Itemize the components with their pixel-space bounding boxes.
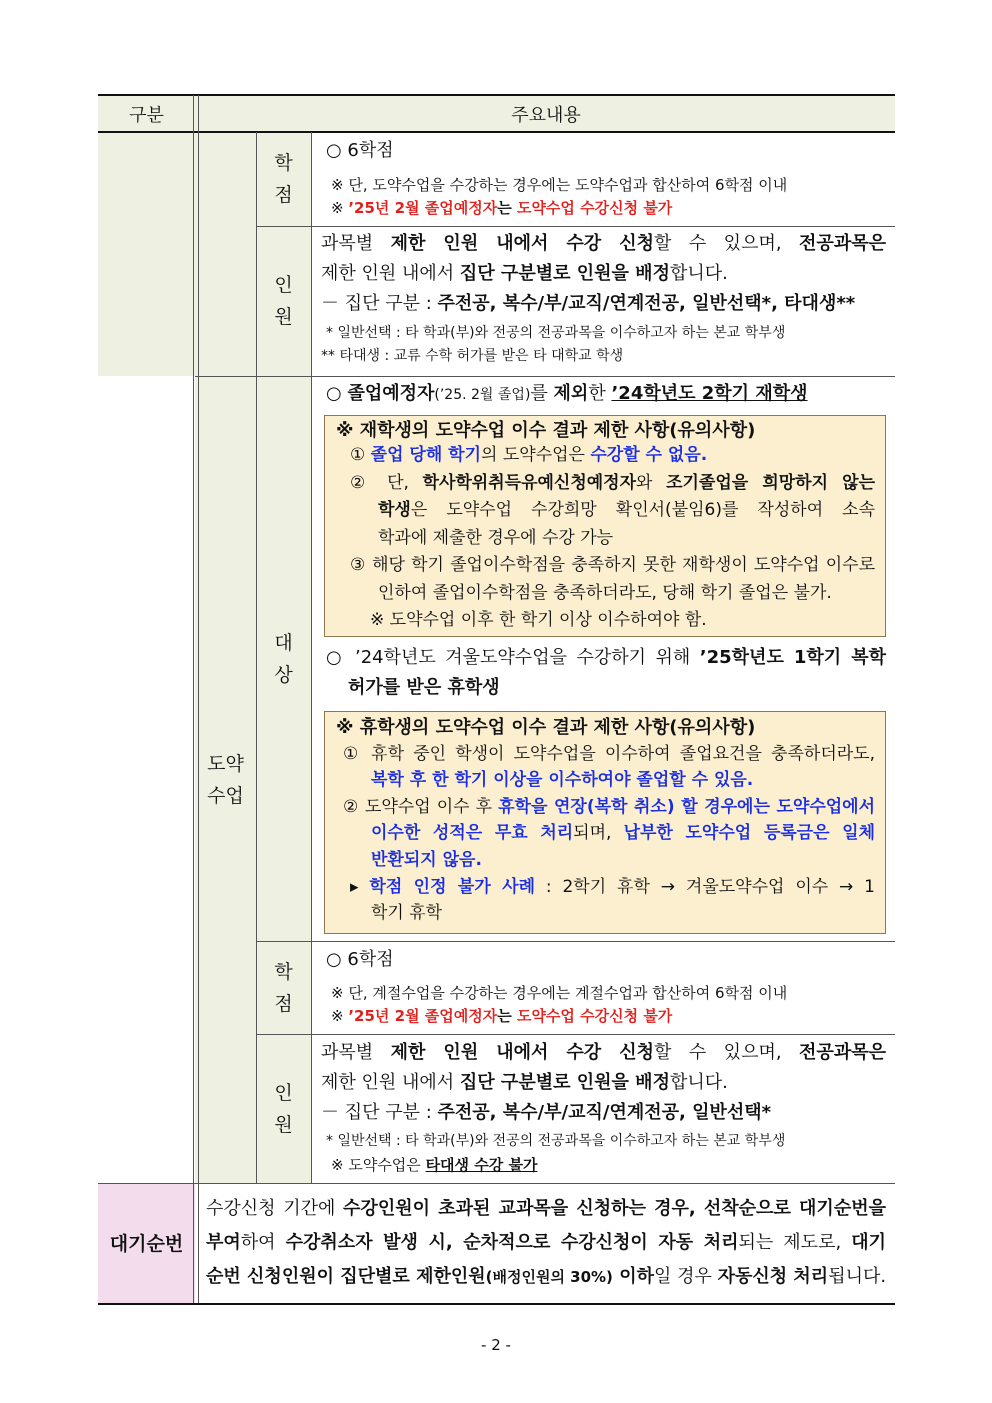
quota-footnote: * 일반선택 : 타 학과(부)와 전공의 전공과목을 이수하고자 하는 본교 학부생 bbox=[326, 1133, 786, 1149]
page-number: - 2 - bbox=[481, 1336, 511, 1354]
enrolled-notice-item-cont: 인하여 졸업이수학점을 충족하더라도, 당해 학기 졸업은 불가. bbox=[378, 583, 832, 603]
credit-label-char: 학 bbox=[274, 960, 293, 983]
enrolled-notice-item: ③ 해당 학기 졸업이수학점을 충족하지 못한 재학생이 도약수업 이수로 bbox=[350, 555, 875, 575]
leave-notice-item-cont: 복학 후 한 학기 이상을 이수하여야 졸업할 수 있음. bbox=[371, 770, 754, 790]
credit-label bbox=[256, 132, 311, 226]
jump-course-label-line: 도약 bbox=[207, 752, 244, 775]
quota-restriction: ※ 도약수업은 타대생 수강 불가 bbox=[331, 1156, 538, 1174]
quota-line: 제한 인원 내에서 집단 구분별로 인원을 배정합니다. bbox=[321, 263, 728, 284]
header-bottom-border bbox=[98, 131, 895, 133]
table-bottom-border bbox=[98, 1303, 895, 1305]
leave-notice-example: ▸ 학점 인정 불가 사례 : 2학기 휴학 → 겨울도약수업 이수 → 1 bbox=[350, 877, 875, 897]
enrolled-notice-item: ① 졸업 당해 학기의 도약수업은 수강할 수 없음. bbox=[350, 445, 708, 465]
quota-label bbox=[256, 226, 311, 376]
credit-line: ○ 6학점 bbox=[326, 140, 394, 161]
table-top-border bbox=[98, 94, 895, 96]
row-divider bbox=[311, 226, 895, 227]
quota-line: 과목별 제한 인원 내에서 수강 신청할 수 있으며, 전공과목은 bbox=[321, 1042, 886, 1063]
quota-footnote: ** 타대생 : 교류 수학 허가를 받은 타 대학교 학생 bbox=[321, 348, 624, 364]
leave-notice-item-cont: 반환되지 않음. bbox=[371, 850, 482, 870]
quota-groups: － 집단 구분 : 주전공, 복수/부/교직/연계전공, 일반선택*, 타대생** bbox=[321, 293, 856, 314]
leave-notice-title: ※ 휴학생의 도약수업 이수 결과 제한 사항(유의사항) bbox=[336, 717, 756, 738]
target-label-char: 대 bbox=[274, 631, 293, 654]
jump-course-label bbox=[195, 376, 256, 1183]
jump-course-label-line: 수업 bbox=[207, 784, 244, 807]
quota-footnote: * 일반선택 : 타 학과(부)와 전공의 전공과목을 이수하고자 하는 본교 학부생 bbox=[326, 325, 786, 341]
quota-groups: － 집단 구분 : 주전공, 복수/부/교직/연계전공, 일반선택* bbox=[321, 1102, 772, 1123]
credit-label bbox=[256, 941, 311, 1034]
credit-label-char: 점 bbox=[274, 992, 293, 1015]
credit-line: ○ 6학점 bbox=[326, 949, 394, 970]
waitlist-line: 순번 신청인원이 집단별로 제한인원(배정인원의 30%) 이하일 경우 자동신청 처리됩니다. bbox=[206, 1266, 887, 1287]
credit-label-char: 점 bbox=[274, 184, 293, 206]
waitlist-line: 수강신청 기간에 수강인원이 초과된 교과목을 신청하는 경우, 선착순으로 대기순번을 bbox=[206, 1198, 886, 1219]
enrolled-notice-title: ※ 재학생의 도약수업 이수 결과 제한 사항(유의사항) bbox=[336, 420, 756, 441]
target-leave-line-cont: 허가를 받은 휴학생 bbox=[348, 677, 500, 698]
credit-label-char: 학 bbox=[274, 152, 293, 174]
leave-notice-item: ② 도약수업 이수 후 휴학을 연장(복학 취소) 할 경우에는 도약수업에서 bbox=[343, 797, 876, 817]
header-col-category: 구분 bbox=[98, 95, 195, 132]
target-label bbox=[256, 376, 311, 941]
enrolled-notice-item-note: ※ 도약수업 이후 한 학기 이상 이수하여야 함. bbox=[370, 610, 707, 630]
leave-notice-item-cont: 이수한 성적은 무효 처리되며, 납부한 도약수업 등록금은 일체 bbox=[371, 823, 875, 843]
credit-note: ※ 단, 도약수업을 수강하는 경우에는 도약수업과 합산하여 6학점 이내 bbox=[331, 176, 788, 194]
quota-line: 제한 인원 내에서 집단 구분별로 인원을 배정합니다. bbox=[321, 1072, 728, 1093]
row-divider bbox=[256, 941, 895, 942]
leave-notice-example-cont: 학기 휴학 bbox=[371, 903, 443, 923]
waitlist-line: 부여하여 수강취소자 발생 시, 순차적으로 수강신청이 자동 처리되는 제도로, 대기 bbox=[206, 1232, 887, 1253]
leave-notice-item: ① 휴학 중인 학생이 도약수업을 이수하여 졸업요건을 충족하더라도, bbox=[343, 744, 875, 764]
quota-label-char: 원 bbox=[274, 306, 293, 328]
column-divider bbox=[311, 132, 312, 1183]
row-divider bbox=[256, 1034, 895, 1035]
header-col-content: 주요내용 bbox=[197, 95, 895, 132]
quota-label-char: 인 bbox=[274, 1081, 293, 1104]
target-label-char: 상 bbox=[274, 663, 293, 686]
waitlist-label: 대기순번 bbox=[109, 1232, 184, 1255]
enrolled-notice-item: ② 단, 학사학위취득유예신청예정자와 조기졸업을 희망하지 않는 bbox=[350, 473, 875, 493]
quota-label bbox=[256, 1034, 311, 1183]
section1-label-bg bbox=[98, 132, 256, 376]
quota-label-char: 원 bbox=[274, 1113, 293, 1136]
enrolled-notice-item-cont: 학과에 제출한 경우에 수강 가능 bbox=[378, 528, 614, 548]
credit-restriction: ※ ’25년 2월 졸업예정자는 도약수업 수강신청 불가 bbox=[331, 199, 673, 217]
credit-note: ※ 단, 계절수업을 수강하는 경우에는 계절수업과 합산하여 6학점 이내 bbox=[331, 984, 788, 1002]
row-divider bbox=[98, 1183, 895, 1184]
quota-line: 과목별 제한 인원 내에서 수강 신청할 수 있으며, 전공과목은 bbox=[321, 233, 886, 254]
enrolled-notice-item-cont: 학생은 도약수업 수강희망 확인서(붙임6)를 작성하여 소속 bbox=[378, 500, 875, 520]
target-leave-line: ○ ’24학년도 겨울도약수업을 수강하기 위해 ’25학년도 1학기 복학 bbox=[326, 647, 886, 668]
credit-restriction: ※ ’25년 2월 졸업예정자는 도약수업 수강신청 불가 bbox=[331, 1007, 673, 1025]
target-enrolled-line: ○ 졸업예정자(’25. 2월 졸업)를 제외한 ’24학년도 2학기 재학생 bbox=[326, 383, 808, 404]
quota-label-char: 인 bbox=[274, 274, 293, 296]
